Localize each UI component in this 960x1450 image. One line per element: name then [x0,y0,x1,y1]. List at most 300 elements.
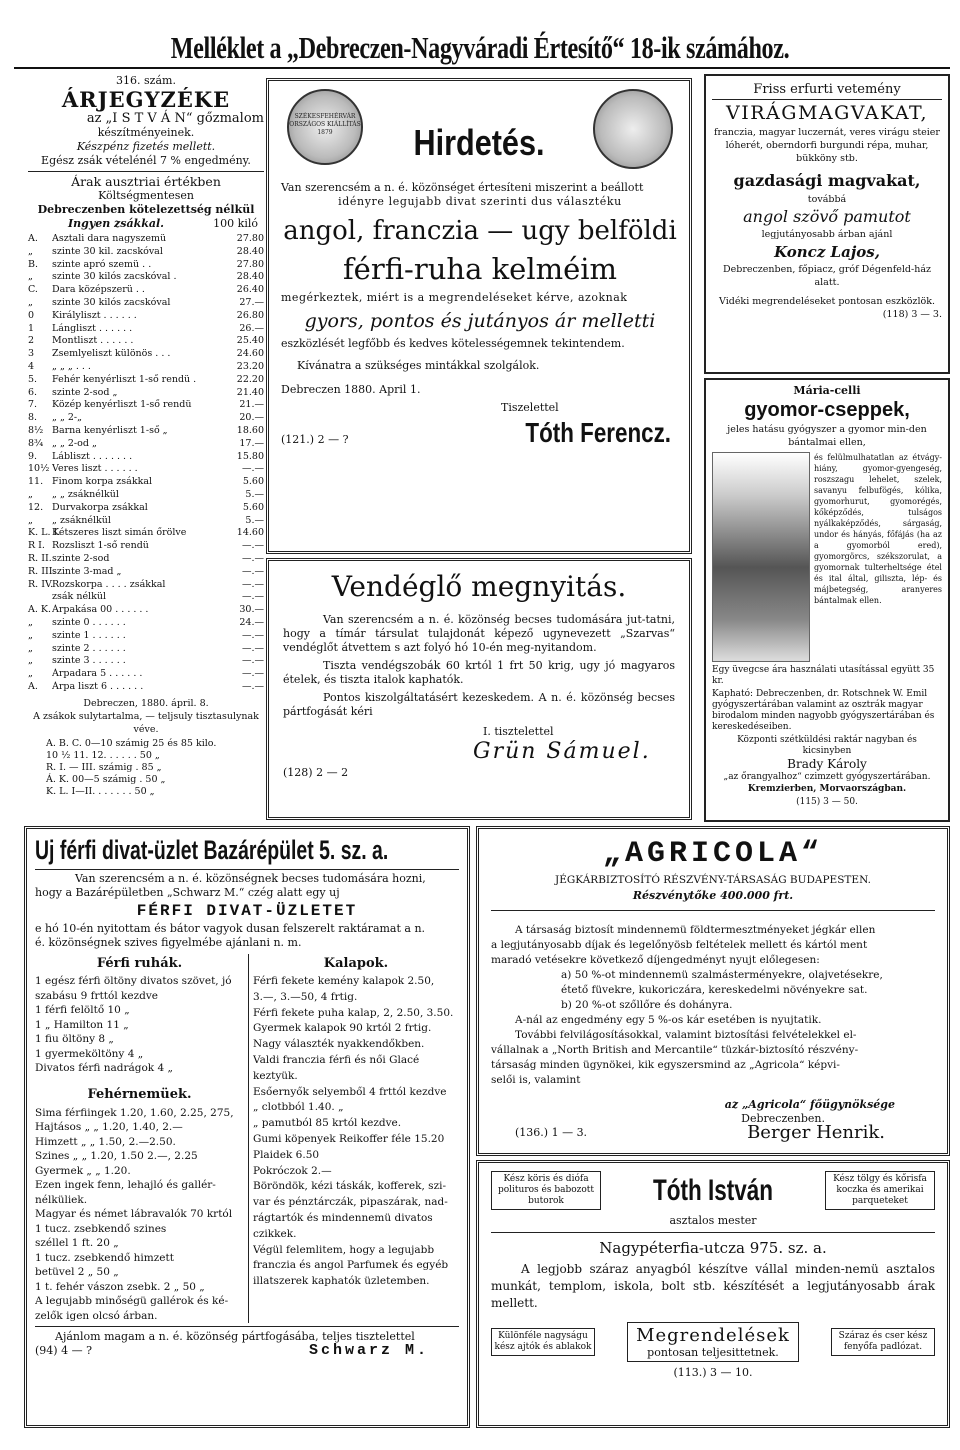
kalap-item: rágtartók és mindennemü divatos [253,1211,433,1224]
divat-line-1: Van szerencsém a n. é. közönségnek becses tudomására hozni, [75,872,426,885]
free-delivery: Költségmentesen [98,189,194,202]
price-value: 28.40 [236,245,264,257]
price-item: szinte 30 kilós zacskóval . [52,271,177,283]
cash-note: Készpénz fizetés mellett. [76,140,216,153]
divat-line-4: e hó 10-én nyitottam és bátor vagyok dusan felszerelt raktáramat a n. [35,922,426,935]
medal-right-icon [593,89,673,169]
price-item: Dara középszerü . . [52,284,145,296]
price-row [28,668,264,681]
divider [28,171,264,172]
ruha-heading: Férfi ruhák. [96,956,183,971]
delivery-note: Debreczenben kötelezettség nélkül [37,203,255,216]
price-code: „ [28,488,33,500]
agricola-line: étető füvekre, kukoriczára, kereskedelmi növényekre sat. [561,984,868,996]
toth-trade: asztalos mester [669,1214,757,1227]
price-row [28,681,264,694]
kalap-item: Gumi köpenyek Reikoffer féle 15.20 [253,1132,445,1145]
price-code: 5. [28,373,38,385]
price-value: —.— [241,591,264,603]
price-code: 11. [28,476,44,488]
agricola-line: A-nál az engedmény egy 5 %-os kár esetében is nyujtatik. [515,1014,822,1026]
agricola-ref: (136.) 1 — 3. [515,1126,588,1139]
price-code: 6. [28,386,38,398]
price-value: —.— [241,655,264,667]
kalap-item: Nagy választék nyakkendőkben. [253,1038,425,1051]
agricola-sign: Berger Henrik. [747,1122,885,1143]
price-row [28,438,264,451]
price-code: R I. [28,540,45,552]
price-row [28,259,264,272]
kalap-item: czikkek. [253,1227,297,1240]
divat-line-2: hogy a Bazárépületben „Schwarz M.“ czég alatt egy uj [35,886,340,899]
masthead: Melléklet a „Debreczen-Nagyváradi Értesítő“ 18-ik számához. [170,30,790,65]
price-item: „ „ 2-„ [52,412,83,424]
toth-ref: (113.) 3 — 10. [673,1366,753,1379]
price-table [28,233,264,694]
viragmag-addr: Debreczenben, főpiacz, gróf Dégenfeld-ház alatt. [723,264,931,288]
kalap-item: Pokróczok 2.— [253,1164,332,1177]
fehernemu-item: zelők igen olcsó árban. [35,1309,158,1322]
price-value: 18.60 [236,424,264,436]
price-item: Lábliszt . . . . . . . [52,450,133,462]
price-row [28,310,264,323]
price-code: „ [28,616,33,628]
fehernemu-item: Gyermek „ „ 1.20. [35,1164,131,1177]
price-value: —.— [241,463,264,475]
agricola-line: társaság minden ügynökei, kik egyszersmind az „Agricola“ képvi- [491,1059,840,1071]
agricola-line: További felvilágosításokkal, valamint biztosítási felvételekkel el- [515,1029,857,1041]
price-row [28,630,264,643]
kalap-item: keztyük. [253,1069,298,1082]
hirdetes-line-3: angol, franczia — ugy belföldi [283,216,677,246]
fehernemu-item: 1 tucz. zsebkendő szines [35,1222,167,1235]
price-value: 5.60 [242,501,264,513]
hirdetes-body [281,181,679,449]
price-value: —.— [241,629,264,641]
vendeglo-service: Pontos kiszolgáltatásért kezeskedem. A n. é. közönség becses pártfogását kéri [283,691,675,718]
price-row [28,553,264,566]
fehernemu-item: A legujabb minőségü gallérok és ké- [35,1295,229,1307]
agricola-agent: az „Agricola“ főügynöksége [724,1098,895,1111]
kalap-item: Gyermek kalapok 90 krtól 2 frtig. [253,1022,432,1035]
fehernemu-item: Hajtásos „ „ 1.20, 1.40, 2.— [35,1121,183,1133]
hirdetes-line-2: idényre legujabb divat szerinti dus választéku [338,195,622,208]
fehernemu-item: Szines „ „ 1.20, 1.50 2.—, 2.25 [35,1150,198,1162]
fehernemu-item: 1 t. fehér vászon zsebk. 2 „ 50 „ [35,1280,205,1293]
divat-columns [35,954,459,1323]
kalap-heading: Kalapok. [323,956,389,971]
fehernemu-item: Magyar és német lábravalók 70 krtól [35,1208,233,1220]
cseppek-brady-pharmacy: „az őrangyalhoz“ czimzett gyógyszertárában. [723,772,931,782]
divat-right-col [249,954,459,1323]
cseppek-ad [704,378,950,822]
vendeglo-ad [266,558,692,820]
price-item: Árpakása 00 . . . . . . [52,604,149,616]
viragmag-title: VIRÁGMAGVAKAT, [726,102,928,124]
toth-header [491,1171,935,1210]
price-value: —.— [241,668,264,680]
toth-flooring: Száraz és cser kész fenyőfa padlózat. [831,1328,935,1356]
discount-note: Egész zsák vételénél 7 % engedmény. [41,154,251,167]
price-code: „ [28,642,33,654]
price-item: Lángliszt . . . . . . [52,322,133,334]
price-value: —.— [241,540,264,552]
kalap-item: „ pamutból 85 krtól kezdve. [253,1117,402,1130]
price-code: „ [28,245,33,257]
ruha-item: 1 gyermeköltöny 4 „ [35,1047,144,1060]
hirdetes-sign-2: Tóth Ferencz. [525,417,671,448]
prices-heading: Árak ausztriai értékben [71,174,221,189]
hirdetes-ref: (121.) 2 — ? [281,433,349,446]
divat-title-text: Uj férfi divat-üzlet Bazárépület 5. sz. a. [35,835,389,865]
fehernemu-item: Himzett „ „ 1.50, 2.—2.50. [35,1135,176,1148]
toth-parquet: Kész tölgy és kőrisfa koczka és amerikai parqueteket [825,1171,935,1210]
agricola-firm: JÉGKÁRBIZTOSÍTÓ RÉSZVÉNY-TÁRSASÁG BUDAPESTEN. [555,874,871,886]
price-code [28,591,52,604]
price-row [28,348,264,361]
price-row [28,604,264,617]
fehernemu-item: széllel 1 ft. 20 „ [35,1237,119,1249]
price-value: 28.40 [236,271,264,283]
price-value: 20.— [239,412,264,424]
price-value: —.— [241,565,264,577]
price-item: „ „ „ . . . [52,360,91,372]
price-row [28,246,264,259]
price-item: „ „ zsáknélkül [52,488,119,500]
price-row [28,643,264,656]
price-row [28,502,264,515]
agricola-line: a) 50 %-ot mindennemü szalmásterményekre, olajvetésekre, [561,969,883,981]
price-code: 3 [28,348,35,360]
issue-number: 316. szám. [116,74,176,87]
price-value: 26.— [239,322,264,334]
price-item: szinte 2 . . . . . . [52,642,126,654]
price-code: „ [28,668,33,680]
agricola-city: Debreczenben. [741,1112,825,1125]
bag-weight-row: A. B. C. 0—10 számig 25 és 85 kilo. [46,737,217,749]
viragmag-note: Vidéki megrendeléseket pontosan eszközlök. [719,296,935,307]
kalap-item: Végül felemlitem, hogy a legujabb [253,1243,435,1256]
agricola-line: b) 20 %-ot szőllőre és dohányra. [561,999,733,1011]
price-value: 5.— [245,514,264,526]
price-code: 1 [28,322,35,334]
price-item: Barna kenyérliszt 1-ső „ [52,424,168,436]
price-value: 21.— [239,399,264,411]
price-item: Árpadara 5 . . . . . . [52,668,143,680]
agricola-line: maradó vetésekre következő díjengedményt nyujt előlegesen: [491,954,820,966]
price-code: 8½ [28,424,44,436]
price-item: „ zsáknélkül [52,514,111,526]
price-list-title: ÁRJEGYZÉKE [61,87,231,112]
price-code: „ [28,655,33,667]
price-item: Finom korpa zsákkal [52,476,153,488]
toth-name: Tóth István [652,1173,773,1207]
hirdetes-line-4: férfi-ruha kelméim [342,252,618,286]
price-row [28,451,264,464]
price-item: Árpa liszt 6 . . . . . . [52,680,144,692]
toth-ad [476,1160,950,1428]
divider [35,869,459,870]
price-value: 5.— [245,488,264,500]
toth-addr: Nagypéterfia-utcza 975. sz. a. [599,1239,827,1257]
price-value: 26.40 [236,284,264,296]
price-row [28,655,264,668]
price-row [28,399,264,412]
agricola-sign-row [491,1122,935,1143]
price-value: 25.40 [236,335,264,347]
fehernemu-item: 1 tucz. zsebkendő himzett [35,1251,174,1264]
viragmag-offer: legjutányosabb árban ajánl [761,229,893,240]
viragmag-body: franczia, magyar luczernát, veres virágu steier lóherét, oberndorfi burgundi répa, muhar, bükköny stb. [714,127,940,164]
cseppek-desc: jeles hatásu gyógyszer a gyomor min-den bántalmai ellen, [727,424,927,448]
price-row [28,591,264,604]
bag-weight-row: Á. K. 00—5 számig . 50 „ [46,773,166,785]
cseppek-dose: Egy üvegcse ára használati utasítással együtt 35 kr. [712,665,935,686]
price-code: 12. [28,501,44,513]
price-code: 7. [28,399,38,411]
medal-left-icon [287,89,363,165]
viragmag-also: továbbá [807,194,847,205]
price-item: Veres liszt . . . . . . [52,463,138,475]
bag-note: A zsákok sulytartalma, — teljsuly tisztasulynak véve. [33,710,259,735]
price-value: 30.— [239,604,264,616]
vendeglo-title: Vendéglő megnyitás. [331,570,627,603]
hirdetes-place: Debreczen 1880. April 1. [281,383,421,396]
toth-orders-title: Megrendelések [636,1325,790,1346]
price-row [28,566,264,579]
price-value: 22.20 [236,373,264,385]
price-code: R. III. [28,565,56,577]
price-item: szinte 0 . . . . . . [52,616,126,628]
viragmag-sub: gazdasági magvakat, [733,171,921,190]
church-illustration-icon [712,452,810,662]
vendeglo-sign-2: Grün Sámuel. [473,739,651,764]
ruha-item: 1 „ Hamilton 11 „ [35,1018,129,1031]
price-row [28,374,264,387]
hirdetes-line-8: Kívánatra a szükséges mintákkal szolgálok. [297,359,540,372]
price-row [28,412,264,425]
price-row [28,284,264,297]
price-row [28,579,264,592]
price-code: „ [28,271,33,283]
arjegyzek-column [28,72,264,822]
price-code: 10½ [28,463,50,475]
price-row [28,425,264,438]
fehernemu-heading: Fehérnemüek. [87,1086,192,1102]
price-value: 27.80 [236,233,264,244]
fehernemu-list [35,1106,244,1324]
price-item: szinte 1 . . . . . . [52,629,126,641]
bag-weight-row: K. L. I—II. . . . . . . 50 „ [46,785,155,797]
fehernemu-item: Sima férfiingek 1.20, 1.60, 2.25, 275, [35,1106,234,1119]
hirdetes-line-5: megérkeztek, miért is a megrendeléseket kérve, azoknak [281,291,628,304]
price-item: Közép kenyérliszt 1-ső rendü [52,399,192,411]
price-code: „ [28,296,33,308]
fehernemu-item: Ezen ingek fenn, lehajló és gallér- [35,1179,216,1191]
cseppek-ref: (115) 3 — 50. [796,797,858,807]
price-code: „ [28,514,33,526]
cseppek-symptoms: és felülmulhatatlan az étvágy-hiány, gyomor-gyengeség, roszszagu lehelet, szelek, savanyu felbufögés, kólika, gyomorhurut, gyomorégés, kőképződés, tulságos nyálkaképződés, sárgaság, undor és hányás, főfájás (ha az a gyomorból ered), gyomorgörcs, székszorulat, a gyomornak tulterheltsége étel és ital által, giliszta, lép- és májbetegség, aranyeres bántalmak ellen. [814,453,942,605]
price-row [28,463,264,476]
unit-row [28,217,264,231]
kalap-item: var és pénztárczák, pipaszárak, nad- [253,1196,448,1209]
divider [491,1232,935,1233]
price-item: szinte 3-mad „ [52,565,122,577]
hirdetes-line-7: eszközlését legfőbb és kedves kötelességemnek tekintendem. [281,337,625,350]
hirdetes-ad [266,78,692,554]
price-value: —.— [241,680,264,692]
cseppek-head: Mária-celli [793,384,861,397]
price-code: 0 [28,309,35,321]
divat-ref: (94) 4 — ? [35,1344,92,1357]
price-row [28,515,264,528]
price-item: szinte 2-sod [52,552,110,564]
kalap-item: „ clotbból 1.40. „ [253,1101,344,1114]
fehernemu-item: betüvel 2 „ 50 „ [35,1266,119,1278]
kalap-item: illatszerek kaphatók üzletemben. [253,1275,430,1288]
price-value: 5.60 [242,476,264,488]
price-row [28,233,264,246]
price-item: Zsemlyeliszt különös . . . [52,348,171,360]
ruha-item: 1 férfi felöltő 10 „ [35,1004,130,1016]
kalap-item: Férfi fekete kemény kalapok 2.50, [253,975,435,987]
price-value: 17.— [239,437,264,449]
divat-line-3: FÉRFI DIVAT-ÜZLETET [136,902,358,920]
price-code: 2 [28,335,35,347]
price-item: Rozskorpa . . . . zsákkal [52,578,166,590]
price-item: szinte apró szemü . . [52,258,152,270]
price-value: 15.80 [236,450,264,462]
toth-body: A legjobb száraz anyagból készítve vállal minden-nemü asztalos munkát, templom, iskola, bolt stb. készítését a legjutányosabb árak mellett. [491,1262,935,1310]
price-item: Fehér kenyérliszt 1-ső rendü . [52,373,197,385]
price-row [28,527,264,540]
hirdetes-sign-1: Tiszelettel [501,401,559,414]
price-code: R. II. [28,552,52,564]
kalap-item: 3.—, 3.—50, 4 frtig. [253,990,358,1003]
cseppek-central: Központi szétküldési raktár nagyban és kicsinyben [737,735,917,756]
kalap-item: Valdi franczia férfi és női Glacé [253,1053,420,1066]
price-item: Kétszeres liszt simán őrölve [52,527,187,539]
viragmag-name: Koncz Lajos, [774,243,880,261]
viragmag-ref: (118) 3 — 3. [882,309,942,320]
toth-furniture: Kész köris és diófa polituros és babozott butorok [491,1171,601,1210]
agricola-ad [476,826,950,1156]
divat-footer: Ajánlom magam a n. é. közönség pártfogásába, teljes tisztelettel [55,1330,415,1343]
divider [491,910,935,911]
hirdetes-line-1: Van szerencsém a n. é. közönséget értesíteni miszerint a beállott [281,181,644,194]
price-row [28,271,264,284]
bag-weight-row: 10 ½ 11. 12. . . . . . 50 „ [46,749,160,761]
divat-sign-row [35,1344,459,1358]
masthead-rule [14,67,950,69]
price-code: A. K. [28,604,52,616]
price-code: R. IV. [28,578,54,590]
price-code: K. L. I. [28,527,61,539]
cseppek-city: Kremzierben, Morvaországban. [747,784,907,794]
price-item: zsák nélkül [52,591,107,603]
price-row [28,540,264,553]
free-bags: Ingyen zsákkal. [68,217,164,230]
divat-sign: Schwarz M. [308,1342,429,1359]
price-code: C. [28,284,38,296]
price-item: Durvakorpa zsákkal [52,501,148,513]
price-item: Asztali dara nagyszemü [52,233,167,244]
agricola-body [491,923,935,1088]
divat-line-5: é. közönségnek szives figyelmébe ajánlani n. m. [35,936,302,949]
toth-orders-sub: pontosan teljesittetnek. [647,1346,779,1359]
medal-inscription: SZÉKESFEHÉRVÁR ORSZÁGOS KIÁLLÍTÁS 1879 [289,113,361,136]
agricola-title: „AGRICOLA“ [602,837,824,871]
bag-weight-row: R. I. — III. számig . 85 „ [46,761,162,773]
viragmag-head: Friss erfurti vetemény [753,82,901,97]
price-code: 8¾ [28,437,44,449]
price-row [28,617,264,630]
bag-weights [28,738,264,798]
toth-doors: Különféle nagyságu kész ajtók és ablakok [491,1328,595,1356]
kalap-item: franczia és angol Parfumek és egyéb [253,1259,449,1272]
agricola-line: vállalnak a „North British and Mercantile“ tüzkár-biztosító részvény- [491,1044,859,1056]
price-code: 4 [28,360,35,372]
price-value: 23.20 [236,360,264,372]
kalap-item: Böröndök, kézi táskák, kofferek, szi- [253,1180,447,1193]
agricola-line: A társaság biztosít mindennemü földtermesztményeket jégkár ellen [515,924,876,936]
mill-products: készítményeinek. [97,126,195,139]
fehernemu-item: nélküliek. [35,1193,88,1206]
cseppek-main [712,452,942,662]
price-value: 24.— [239,616,264,628]
price-row [28,297,264,310]
kalap-item: Esőernyők selyemből 4 frttól kezdve [253,1085,447,1098]
kalap-list [253,974,459,1290]
agricola-capital: Részvénytőke 400.000 frt. [632,889,794,902]
price-code: 9. [28,450,38,462]
price-value: 27.— [239,296,264,308]
vendeglo-rooms: Tiszta vendégszobák 60 krtól 1 frt 50 krig, ugy jó magyaros ételek, és tiszta italok kaphatók. [283,659,675,686]
price-code: A. [28,233,38,244]
vendeglo-body: Van szerencsém a n. é. közönség becses tudomására jut-tatni, hogy a tímár társulat tulajdonát képező ugynevezett „Szarvas“ vendéglőt átvettem s azt folyó hó 10-én meg-nyitandom. [283,613,675,654]
agricola-line: a legjutányosabb díjak és legelőnyösb feltételek mellett és kártól ment [491,939,868,951]
kalap-item: Plaidek 6.50 [253,1148,320,1161]
price-item: szinte 30 kil. zacskóval [52,245,163,257]
price-item: szinte 30 kilós zacskóval [52,296,171,308]
price-value: 21.40 [236,386,264,398]
price-row [28,335,264,348]
price-item: szinte 2-sod „ [52,386,118,398]
agricola-line: selői is, valamint [491,1074,581,1086]
price-code: B. [28,258,39,270]
kalap-item: Férfi fekete puha kalap, 2, 2.50, 3.50. [253,1006,454,1019]
hirdetes-line-6: gyors, pontos és jutányos ár melletti [304,310,656,332]
price-code: 8. [28,412,38,424]
price-row [28,323,264,336]
divat-title [35,833,389,867]
ruha-item: 1 fiu öltöny 8 „ [35,1033,114,1045]
price-item: Királyliszt . . . . . . [52,309,137,321]
hirdetes-footer [281,417,679,449]
vendeglo-sign-1: I. tisztelettel [483,725,554,738]
price-value: 24.60 [236,348,264,360]
toth-footer [491,1322,935,1362]
price-code: „ [28,629,33,641]
price-list-date: Debreczen, 1880. ápril. 8. [83,697,209,709]
price-value: —.— [241,552,264,564]
price-value: —.— [241,642,264,654]
vendeglo-ref: (128) 2 — 2 [283,766,349,779]
divat-ad [24,826,470,1428]
price-value: 26.80 [236,309,264,321]
price-item: „ „ 2-od „ [52,437,97,449]
divider [35,1326,459,1327]
